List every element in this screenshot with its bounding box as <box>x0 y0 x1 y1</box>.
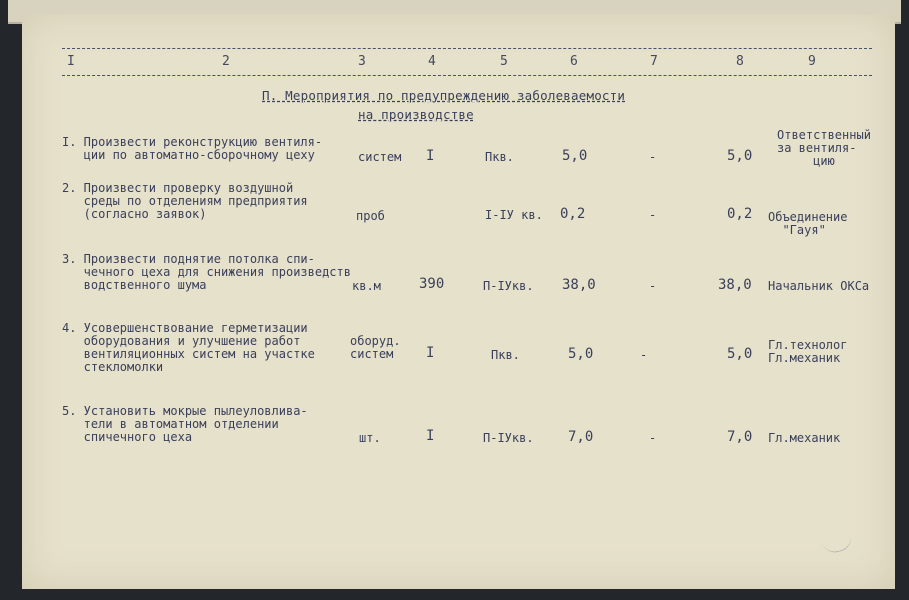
header-rule-bottom <box>62 75 872 76</box>
item-dash: - <box>649 431 657 445</box>
column-number-7: 7 <box>650 54 658 69</box>
column-number-9: 9 <box>808 54 816 69</box>
item-responsible: Ответственный за вентиля- цию <box>777 128 871 168</box>
item-description: 4. Усовершенствование герметизации оборудования и улучшение работ вентиляционных систем на участке стекломолки <box>62 321 315 374</box>
item-dash: - <box>649 208 657 222</box>
header-rule-top <box>62 48 872 49</box>
item-description: I. Произвести реконструкцию вентиля- ции по автоматно-сборочному цеху <box>62 135 323 162</box>
item-quantity: I <box>426 345 435 361</box>
column-number-2: 2 <box>222 54 230 69</box>
item-period: П-IУкв. <box>483 431 534 445</box>
item-unit: кв.м <box>352 279 381 293</box>
item-unit: шт. <box>359 431 381 445</box>
item-period: Пкв. <box>491 348 520 362</box>
column-header-row <box>22 54 895 74</box>
item-dash: - <box>649 279 657 293</box>
item-total: 0,2 <box>727 206 753 222</box>
column-number-6: 6 <box>570 54 578 69</box>
column-number-3: 3 <box>358 54 366 69</box>
item-amount: 7,0 <box>568 429 594 445</box>
column-number-1: I <box>67 54 75 69</box>
item-responsible: Гл.технолог Гл.механик <box>768 338 848 365</box>
item-responsible: Объединение "Гауя" <box>768 210 848 237</box>
item-total: 38,0 <box>718 277 752 293</box>
document-page <box>22 14 895 589</box>
item-unit: оборуд. систем <box>350 334 401 361</box>
item-amount: 5,0 <box>568 346 594 362</box>
column-number-8: 8 <box>736 54 744 69</box>
item-quantity: 390 <box>419 276 445 292</box>
item-period: Пкв. <box>485 150 514 164</box>
item-unit: систем <box>358 150 402 164</box>
item-quantity: I <box>426 428 435 444</box>
item-amount: 0,2 <box>560 206 586 222</box>
item-responsible: Гл.механик <box>768 431 841 445</box>
item-total: 5,0 <box>727 346 753 362</box>
item-dash: - <box>649 150 657 164</box>
item-unit: проб <box>356 209 385 223</box>
item-total: 7,0 <box>727 429 753 445</box>
column-number-5: 5 <box>500 54 508 69</box>
section-title-continued: на производстве <box>358 107 474 122</box>
column-number-4: 4 <box>428 54 436 69</box>
item-responsible: Начальник ОКСа <box>768 279 870 293</box>
item-amount: 5,0 <box>562 148 588 164</box>
item-period: П-IУкв. <box>483 279 534 293</box>
item-total: 5,0 <box>727 148 753 164</box>
item-description: 2. Произвести проверку воздушной среды по отделениям предприятия (согласно заявок) <box>62 181 308 221</box>
pencil-mark <box>820 527 854 555</box>
item-amount: 38,0 <box>562 277 596 293</box>
item-description: 5. Установить мокрые пылеуловлива- тели в автоматном отделении спичечного цеха <box>62 404 308 444</box>
item-period: I-IУ кв. <box>485 208 543 222</box>
section-title: П. Мероприятия по предупреждению заболеваемости <box>262 88 626 103</box>
item-description: 3. Произвести поднятие потолка спи- чечного цеха для снижения произведств водственного шума <box>62 252 351 292</box>
item-dash: - <box>640 348 648 362</box>
item-quantity: I <box>426 148 435 164</box>
